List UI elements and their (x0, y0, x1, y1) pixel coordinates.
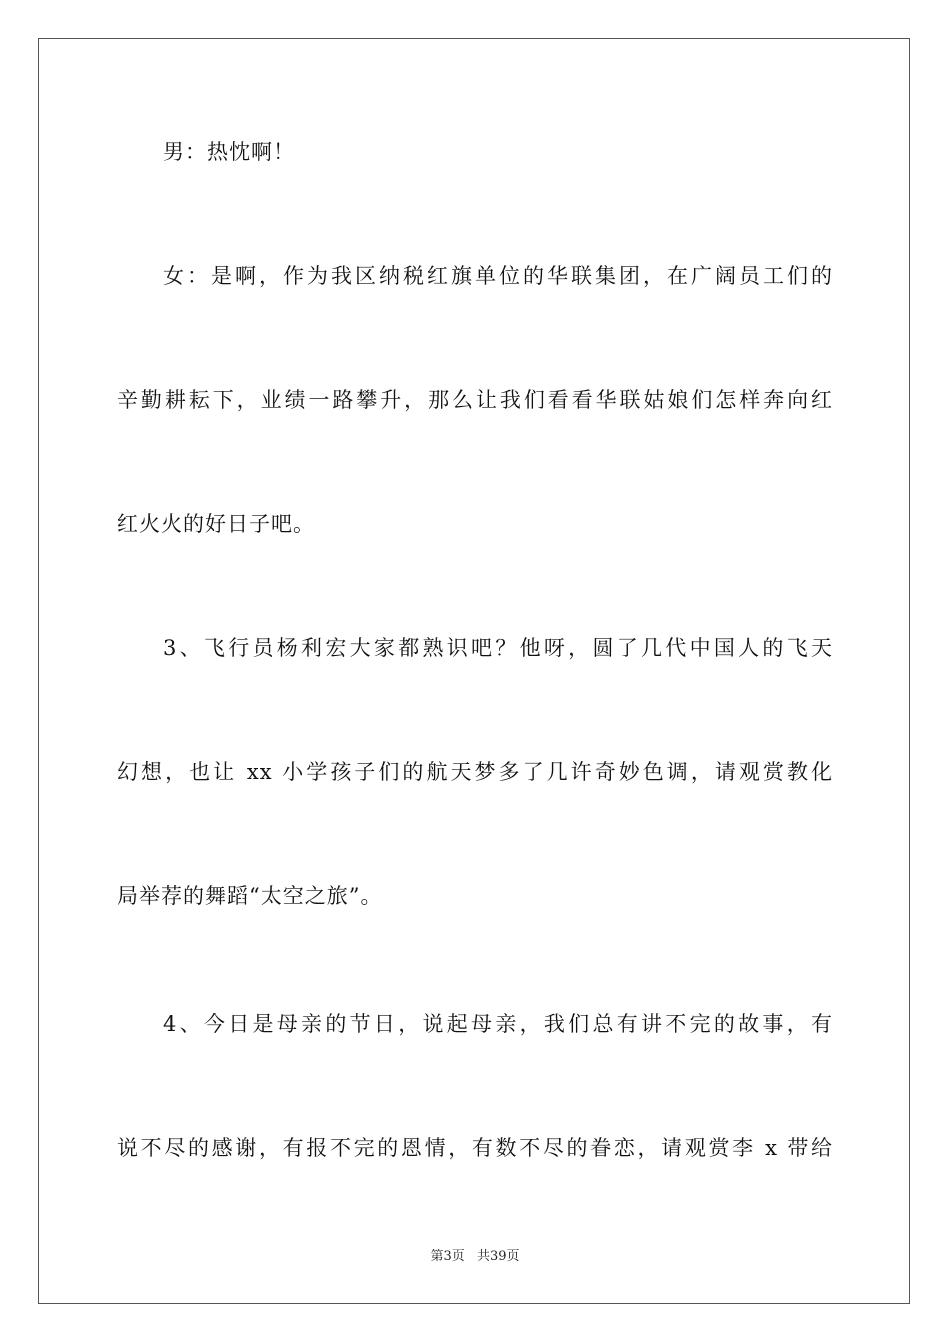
text-line-8: 4、今日是母亲的节日，说起母亲，我们总有讲不完的故事，有 (163, 1012, 833, 1036)
text-line-1: 男：热忱啊！ (163, 140, 295, 164)
total-pages-label: 共39页 (476, 1249, 520, 1264)
text-line-2: 女：是啊，作为我区纳税红旗单位的华联集团，在广阔员工们的 (163, 264, 833, 288)
text-line-4: 红火火的好日子吧。 (117, 512, 315, 536)
text-line-7: 局举荐的舞蹈“太空之旅”。 (117, 884, 383, 908)
current-page-label: 第3页 (430, 1249, 465, 1264)
page-border (38, 38, 910, 1304)
text-line-5: 3、飞行员杨利宏大家都熟识吧？他呀，圆了几代中国人的飞天 (163, 636, 833, 660)
text-line-6: 幻想，也让 xx 小学孩子们的航天梦多了几许奇妙色调，请观赏教化 (117, 760, 833, 784)
page-footer (0, 1248, 950, 1266)
text-line-3: 辛勤耕耘下，业绩一路攀升，那么让我们看看华联姑娘们怎样奔向红 (117, 388, 833, 412)
text-line-9: 说不尽的感谢，有报不完的恩情，有数不尽的眷恋，请观赏李 x 带给 (117, 1136, 833, 1160)
